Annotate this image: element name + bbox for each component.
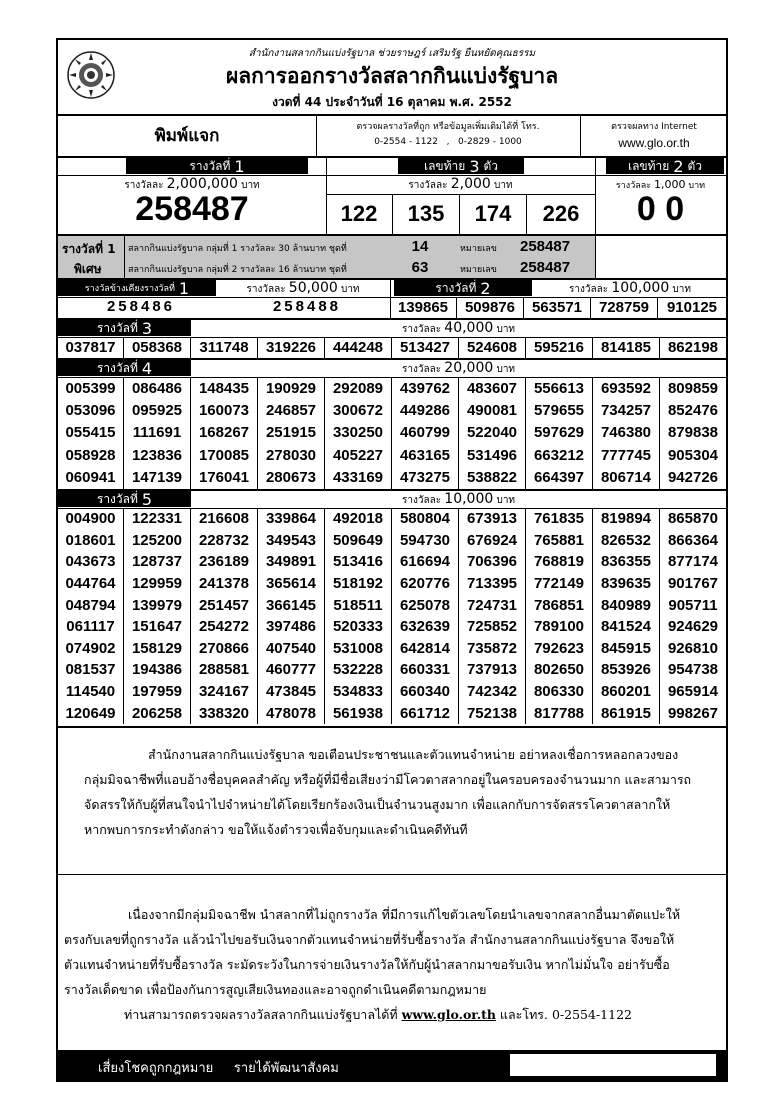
footer-blank-box <box>510 1054 716 1076</box>
prize2-num: 2 <box>480 278 491 298</box>
last2-amount-unit: บาท <box>688 181 706 191</box>
prize4-number: 449286 <box>392 399 459 421</box>
prize5-number: 661712 <box>392 702 459 724</box>
last3-number: 174 <box>460 194 527 234</box>
print-label: พิมพ์แจก <box>154 126 220 146</box>
prize5-number: 676924 <box>459 530 526 552</box>
prize5-number: 114540 <box>58 681 124 703</box>
prize5-number: 128737 <box>124 551 191 573</box>
last3-amount-value: 2,000 <box>450 176 491 192</box>
prize5-number: 772149 <box>526 573 593 595</box>
near1-header <box>58 280 216 296</box>
prize4-number: 473275 <box>392 467 459 489</box>
prize3-number: 595216 <box>526 337 593 358</box>
prize5-number: 251457 <box>191 594 258 616</box>
prize3-number: 319226 <box>258 337 325 358</box>
near1-amount-unit: บาท <box>340 284 360 295</box>
footer-bar <box>58 1050 726 1082</box>
internet-label: ตรวจผลทาง Internet <box>611 122 697 132</box>
prize5-number: 865870 <box>667 510 719 528</box>
prize5-number: 241378 <box>191 573 258 595</box>
prize4-row <box>58 422 726 444</box>
prize5-row <box>58 681 726 703</box>
last3-number: 135 <box>393 194 460 234</box>
draw-info: งวดที่ 44 ประจำวันที่ 16 ตุลาคม พ.ศ. 2552 <box>272 95 512 109</box>
prize4-amount-value: 20,000 <box>444 360 494 376</box>
prize5-number: 365614 <box>258 573 325 595</box>
prize5-number: 836355 <box>593 551 660 573</box>
notice-line: รางวัลเด็ดขาด เพื่อป้องกันการสูญเสียเงินทองและอาจถูกดำเนินคดีตามกฎหมาย <box>64 982 487 997</box>
prize2-number: 139865 <box>390 297 457 318</box>
prize5-number: 206258 <box>124 702 191 724</box>
special-row-2-lbl: หมายเลข <box>460 265 497 275</box>
prize5-number: 158129 <box>124 638 191 660</box>
prize5-number: 877174 <box>667 553 719 571</box>
phone-1: 0-2554 - 1122 <box>374 137 438 147</box>
phone-separator: , <box>446 137 450 147</box>
prize5-number: 826532 <box>593 530 660 552</box>
prize2-number: 728759 <box>591 297 658 318</box>
prize5-number: 228732 <box>191 530 258 552</box>
footer-slogan: เสี่ยงโชคถูกกฎหมาย รายได้พัฒนาสังคม <box>98 1061 339 1076</box>
prize4-number: 160073 <box>191 399 258 421</box>
prize5-amount-unit: บาท <box>496 495 516 506</box>
near1-amount-label: รางวัลละ <box>246 284 286 295</box>
prize3-header <box>58 320 191 336</box>
near1-amount <box>218 280 388 297</box>
prize4-number: 095925 <box>124 399 191 421</box>
prize5-number: 866364 <box>667 531 719 549</box>
prize3-amount-value: 40,000 <box>444 320 494 336</box>
last3-numbers <box>326 194 595 234</box>
prize5-label: รางวัลที่ <box>96 491 138 506</box>
phone-2: 0-2829 - 1000 <box>458 137 522 147</box>
prize4-number: 292089 <box>325 377 392 399</box>
prize5-number: 742342 <box>459 681 526 703</box>
prize5-number: 270866 <box>191 638 258 660</box>
prize5-number: 765881 <box>526 530 593 552</box>
prize5-number: 752138 <box>459 702 526 724</box>
prize5-number: 860201 <box>593 681 660 703</box>
prize5-number: 926810 <box>667 639 719 657</box>
last2-num: 2 <box>673 156 684 176</box>
prize5-number: 139979 <box>124 594 191 616</box>
prize3-number: 311748 <box>191 337 258 358</box>
prize4-number: 405227 <box>325 444 392 466</box>
prize5-number: 998267 <box>667 704 719 722</box>
prize5-number: 819894 <box>593 508 660 530</box>
prize5-number: 366145 <box>258 594 325 616</box>
prize5-number: 216608 <box>191 508 258 530</box>
prize5-number: 194386 <box>124 659 191 681</box>
prize5-number: 580804 <box>392 508 459 530</box>
prize4-number: 170085 <box>191 444 258 466</box>
prize4-number: 280673 <box>258 467 325 489</box>
last3-number: 122 <box>326 194 393 234</box>
near1-label: รางวัลข้างเคียงรางวัลที่ <box>84 284 175 294</box>
prize4-number: 663212 <box>526 444 593 466</box>
prize5-number: 706396 <box>459 551 526 573</box>
near1-number: 258486 <box>106 298 176 315</box>
prize2-number: 910125 <box>666 299 718 316</box>
prize5-number: 792623 <box>526 638 593 660</box>
last2-amount-label: รางวัลละ <box>615 181 652 191</box>
special-title-2: พิเศษ <box>74 262 102 276</box>
prize5-number: 531008 <box>325 638 392 660</box>
prize4-number: 556613 <box>526 377 593 399</box>
prize4-amount-unit: บาท <box>496 364 516 375</box>
notice-check-text: ท่านสามารถตรวจผลรางวัลสลากกินแบ่งรัฐบาลได้ที่ <box>124 1007 398 1022</box>
prize4-number: 111691 <box>124 422 191 444</box>
prize5-number: 338320 <box>191 702 258 724</box>
special-row-2-number: 258487 <box>520 259 571 276</box>
prize5-number: 853926 <box>593 659 660 681</box>
prize3-number: 814185 <box>593 337 660 358</box>
prize4-number: 439762 <box>392 377 459 399</box>
prize5-number: 120649 <box>58 702 124 724</box>
contact-label: ตรวจผลรางวัลที่ถูก หรือข้อมูลเพิ่มเติมได้ที่ โทร. <box>356 122 540 132</box>
prize5-number: 407540 <box>258 638 325 660</box>
notice-line: ตัวแทนจำหน่ายที่รับซื้อรางวัล ระมัดระวังในการจ่ายเงินรางวัลให้กับผู้นำสลากมาขอรับเงิน หากไม่มั่นใจ อย่ารับซื้อ <box>64 957 670 972</box>
prize5-number: 642814 <box>392 638 459 660</box>
prize5-number: 236189 <box>191 551 258 573</box>
prize4-number: 522040 <box>459 422 526 444</box>
prize2-amount-unit: บาท <box>672 284 691 295</box>
prize1-header <box>126 158 308 174</box>
prize4-number: 483607 <box>459 377 526 399</box>
notice-line: สำนักงานสลากกินแบ่งรัฐบาล ขอเตือนประชาชนและตัวแทนจำหน่าย อย่าหลงเชื่อการหลอกลวงของ <box>148 747 679 762</box>
prize5-number: 044764 <box>58 573 124 595</box>
last3-label: เลขท้าย <box>423 158 466 173</box>
prize5-number: 018601 <box>58 530 124 552</box>
prize2-amount <box>534 280 726 297</box>
notice-line: กลุ่มมิจฉาชีพที่แอบอ้างชื่อบุคคลสำคัญ หรือผู้ที่มีชื่อเสียงว่ามีโควตาสลากอยู่ในครอบครองจำนวนมาก และสามารถ <box>84 772 692 787</box>
notice-warning-1 <box>84 742 704 842</box>
prize5-number: 901767 <box>667 575 719 593</box>
prize5-number: 905711 <box>668 596 718 614</box>
prize5-number: 122331 <box>124 508 191 530</box>
special-row-2-desc: สลากกินแบ่งรัฐบาล กลุ่มที่ 2 รางวัลละ 16 ล้านบาท ชุดที่ <box>128 265 347 275</box>
prize4-number: 777745 <box>593 444 660 466</box>
prize4-row <box>58 377 726 399</box>
prize5-row <box>58 638 726 660</box>
prize5-number: 761835 <box>526 508 593 530</box>
notice-check-url[interactable]: www.glo.or.th <box>401 1007 496 1022</box>
near1-num: 1 <box>178 278 190 298</box>
prize4-number: 086486 <box>124 377 191 399</box>
prize4-number: 463165 <box>392 444 459 466</box>
prize4-number: 246857 <box>258 399 325 421</box>
prize5-number: 518511 <box>325 594 392 616</box>
prize4-label: รางวัลที่ <box>96 360 138 375</box>
prize5-number: 048794 <box>58 594 124 616</box>
prize4-number: 597629 <box>526 422 593 444</box>
notice-warning-2 <box>64 902 704 1027</box>
special-title-1: รางวัลที่ 1 <box>62 242 116 256</box>
prize4-number: 734257 <box>593 399 660 421</box>
notice-line: หากพบการกระทำดังกล่าว ขอให้แจ้งตำรวจเพื่อจับกุมและดำเนินคดีทันที <box>84 822 468 837</box>
last2-header <box>606 158 724 174</box>
last3-num: 3 <box>469 156 480 176</box>
prize4-number: 330250 <box>325 422 392 444</box>
prize4-number: 809859 <box>667 379 719 397</box>
prize5-number: 004900 <box>58 508 124 530</box>
prize4-number: 147139 <box>124 467 191 489</box>
prize5-number: 845915 <box>593 638 660 660</box>
prize4-number: 123836 <box>124 444 191 466</box>
prize3-number: 444248 <box>325 337 392 358</box>
prize5-number: 532228 <box>325 659 392 681</box>
last2-number: 0 0 <box>636 190 685 228</box>
prize5-number: 620776 <box>392 573 459 595</box>
prize5-row <box>58 659 726 681</box>
prize5-number: 349543 <box>258 530 325 552</box>
page-title: ผลการออกรางวัลสลากกินแบ่งรัฐบาล <box>225 64 559 88</box>
prize4-number: 055415 <box>58 422 124 444</box>
prize4-number: 168267 <box>191 422 258 444</box>
prize5-number: 660331 <box>392 659 459 681</box>
agency-motto: สำนักงานสลากกินแบ่งรัฐบาล ช่วยราษฎร์ เสริมรัฐ ยืนหยัดคุณธรรม <box>248 48 536 59</box>
prize3-number: 862198 <box>667 339 719 356</box>
prize4-header <box>58 360 191 376</box>
prize5-number: 518192 <box>325 573 392 595</box>
prize4-number: 538822 <box>459 467 526 489</box>
prize5-number: 513416 <box>325 551 392 573</box>
prize5-number: 713395 <box>459 573 526 595</box>
prize5-number: 492018 <box>325 508 392 530</box>
prize5-number: 817788 <box>526 702 593 724</box>
lottery-result-sheet <box>56 38 728 1082</box>
last3-amount <box>326 176 595 193</box>
prize5-number: 074902 <box>58 638 124 660</box>
prize5-number: 924629 <box>667 618 719 636</box>
prize5-header <box>58 491 191 507</box>
prize4-number: 278030 <box>258 444 325 466</box>
prize4-number: 905304 <box>667 446 719 464</box>
prize1-amount-value: 2,000,000 <box>166 176 238 192</box>
prize5-row <box>58 702 726 724</box>
prize4-number: 806714 <box>593 467 660 489</box>
prize2-number: 509876 <box>457 297 524 318</box>
website-link[interactable]: www.glo.or.th <box>618 136 690 150</box>
prize4-num: 4 <box>141 358 153 378</box>
prize4-row <box>58 444 726 466</box>
prize5-number: 478078 <box>258 702 325 724</box>
special-row-1-desc: สลากกินแบ่งรัฐบาล กลุ่มที่ 1 รางวัลละ 30 ล้านบาท ชุดที่ <box>128 244 347 254</box>
notice-line: ตรงกับเลขที่ถูกรางวัล แล้วนำไปขอรับเงินจากตัวแทนจำหน่ายที่รับซื้อรางวัล สำนักงานสลากกินแบ่งรัฐบาล จึงขอให้ <box>64 932 675 947</box>
last3-header <box>398 158 524 174</box>
prize5-number: 802650 <box>526 659 593 681</box>
prize3-number: 037817 <box>58 337 124 358</box>
prize3-numbers <box>58 337 726 358</box>
near1-amount-value: 50,000 <box>288 280 338 296</box>
prize1-label: รางวัลที่ <box>189 158 231 173</box>
prize4-number: 490081 <box>459 399 526 421</box>
prize4-number: 579655 <box>526 399 593 421</box>
prize2-amount-label: รางวัลละ <box>569 284 609 295</box>
prize4-number: 005399 <box>58 377 124 399</box>
special-row-1-number: 258487 <box>520 238 571 255</box>
last2-label: เลขท้าย <box>627 158 670 173</box>
prize5-number: 197959 <box>124 681 191 703</box>
prize5-number: 768819 <box>526 551 593 573</box>
prize5-number: 806330 <box>526 681 593 703</box>
prize5-number: 254272 <box>191 616 258 638</box>
prize5-number: 460777 <box>258 659 325 681</box>
prize5-number: 673913 <box>459 508 526 530</box>
prize4-number: 852476 <box>667 402 719 420</box>
prize3-amount <box>191 320 726 337</box>
prize5-row <box>58 616 726 638</box>
prize4-number: 433169 <box>325 467 392 489</box>
prize5-number: 061117 <box>58 616 124 638</box>
notice-line: เนื่องจากมีกลุ่มมิจฉาชีพ นำสลากที่ไม่ถูกรางวัล ที่มีการแก้ไขตัวเลขโดยนำเลขจากสลากอื่นมาตัดแปะให้ <box>128 907 681 922</box>
prize3-number: 058368 <box>124 337 191 358</box>
prize5-amount-value: 10,000 <box>444 491 494 507</box>
prize5-number: 616694 <box>392 551 459 573</box>
prize4-number: 058928 <box>58 444 124 466</box>
prize1-num: 1 <box>234 156 245 176</box>
prize5-num: 5 <box>141 489 153 509</box>
prize2-numbers <box>390 297 726 318</box>
prize5-amount <box>191 491 726 508</box>
prize5-row <box>58 594 726 616</box>
prize4-number: 053096 <box>58 399 124 421</box>
prize5-number: 735872 <box>459 638 526 660</box>
prize4-number: 664397 <box>526 467 593 489</box>
prize5-number: 081537 <box>58 659 124 681</box>
prize4-number: 942726 <box>667 469 719 487</box>
special-row-1-lbl: หมายเลข <box>460 244 497 254</box>
prize2-amount-value: 100,000 <box>611 280 670 296</box>
near1-number: 258488 <box>272 298 342 315</box>
prize4-amount-label: รางวัลละ <box>401 364 442 375</box>
special-row-2-set: 63 <box>411 259 429 276</box>
prize5-number: 349891 <box>258 551 325 573</box>
notice-line: จัดสรรให้กับผู้ที่สนใจนำไปจำหน่ายได้โดยเรียกร้องเงินเป็นจำนวนสูงมาก เพื่อแลกกับการจัดสรรโควตาสลากให้ <box>84 797 671 812</box>
prize5-number: 129959 <box>124 573 191 595</box>
prize1-number: 258487 <box>135 190 249 228</box>
prize5-number: 861915 <box>593 702 660 724</box>
prize5-number: 632639 <box>392 616 459 638</box>
prize4-grid <box>58 377 726 489</box>
prize1-amount-unit: บาท <box>241 180 260 191</box>
prize4-number: 746380 <box>593 422 660 444</box>
prize4-number: 300672 <box>325 399 392 421</box>
prize5-number: 724731 <box>459 594 526 616</box>
last3-suffix: ตัว <box>483 158 499 173</box>
prize5-number: 125200 <box>124 530 191 552</box>
prize4-number: 879838 <box>667 424 719 442</box>
notice-check-line <box>64 1002 704 1027</box>
prize5-number: 841524 <box>593 616 660 638</box>
last3-number: 226 <box>542 201 580 226</box>
last3-amount-label: รางวัลละ <box>408 180 448 191</box>
prize5-number: 288581 <box>191 659 258 681</box>
prize5-row <box>58 530 726 552</box>
prize2-header <box>394 280 532 296</box>
prize5-number: 509649 <box>325 530 392 552</box>
prize4-number: 176041 <box>191 467 258 489</box>
prize5-number: 954738 <box>667 661 719 679</box>
prize4-row <box>58 399 726 421</box>
prize4-number: 531496 <box>459 444 526 466</box>
last2-suffix: ตัว <box>687 158 703 173</box>
prize4-number: 693592 <box>593 377 660 399</box>
prize5-number: 839635 <box>593 573 660 595</box>
prize5-row <box>58 551 726 573</box>
prize5-number: 725852 <box>459 616 526 638</box>
prize5-number: 397486 <box>258 616 325 638</box>
prize5-amount-label: รางวัลละ <box>401 495 442 506</box>
prize3-number: 524608 <box>459 337 526 358</box>
prize5-number: 339864 <box>258 508 325 530</box>
prize5-row <box>58 508 726 530</box>
special-row-1-set: 14 <box>411 238 429 255</box>
prize5-grid <box>58 508 726 724</box>
last2-amount-value: 1,000 <box>654 178 686 191</box>
prize4-number: 060941 <box>58 467 124 489</box>
prize5-number: 151647 <box>124 616 191 638</box>
last3-amount-unit: บาท <box>494 180 513 191</box>
prize5-number: 043673 <box>58 551 124 573</box>
prize1-amount-label: รางวัลละ <box>124 180 164 191</box>
prize5-number: 660340 <box>392 681 459 703</box>
prize3-num: 3 <box>141 318 153 338</box>
prize5-number: 561938 <box>325 702 392 724</box>
prize5-row <box>58 573 726 595</box>
prize5-number: 840989 <box>593 594 660 616</box>
prize5-number: 324167 <box>191 681 258 703</box>
prize3-number: 513427 <box>392 337 459 358</box>
prize3-amount-unit: บาท <box>496 324 516 335</box>
prize2-label: รางวัลที่ <box>435 280 477 295</box>
prize4-number: 190929 <box>258 377 325 399</box>
prize4-number: 460799 <box>392 422 459 444</box>
prize5-number: 789100 <box>526 616 593 638</box>
prize5-number: 965914 <box>667 683 719 701</box>
prize2-number: 563571 <box>524 297 591 318</box>
prize5-number: 625078 <box>392 594 459 616</box>
prize5-number: 737913 <box>459 659 526 681</box>
contact-phones <box>318 137 578 147</box>
prize4-number: 148435 <box>191 377 258 399</box>
notice-check-tail: และโทร. 0-2554-1122 <box>499 1007 632 1022</box>
prize4-amount <box>191 360 726 377</box>
prize5-number: 534833 <box>325 681 392 703</box>
prize5-number: 473845 <box>258 681 325 703</box>
prize5-number: 520333 <box>325 616 392 638</box>
prize5-number: 594730 <box>392 530 459 552</box>
prize4-number: 251915 <box>258 422 325 444</box>
prize5-number: 786851 <box>526 594 593 616</box>
prize3-label: รางวัลที่ <box>96 320 138 335</box>
prize3-amount-label: รางวัลละ <box>401 324 442 335</box>
prize4-row <box>58 467 726 489</box>
